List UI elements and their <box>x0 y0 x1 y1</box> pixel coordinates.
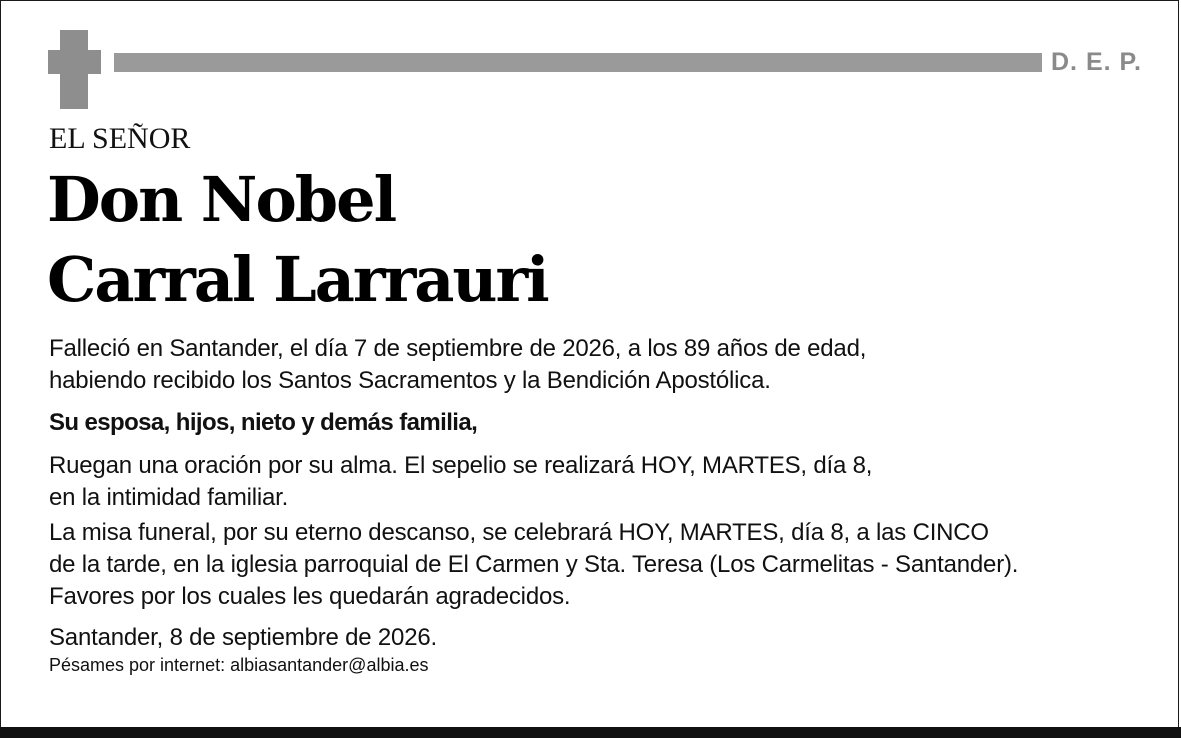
bottom-border-band <box>0 727 1181 738</box>
mass-line-1: La misa funeral, por su eterno descanso, se celebrará HOY, MARTES, día 8, a las CINCO <box>49 519 989 546</box>
mass-line-2: de la tarde, en la iglesia parroquial de El Carmen y Sta. Teresa (Los Carmelitas - Santander). <box>49 551 1019 578</box>
burial-line-2: en la intimidad familiar. <box>49 484 289 511</box>
place-date-line: Santander, 8 de septiembre de 2026. <box>49 624 437 651</box>
deceased-name-line-2: Carral Larrauri <box>47 243 548 316</box>
death-notice-line-1: Falleció en Santander, el día 7 de septiembre de 2026, a los 89 años de edad, <box>49 335 867 362</box>
family-line: Su esposa, hijos, nieto y demás familia, <box>49 409 478 436</box>
mass-line-3: Favores por los cuales les quedarán agradecidos. <box>49 583 571 610</box>
deceased-name-line-1: Don Nobel <box>47 163 396 236</box>
condolences-line: Pésames por internet: albiasantander@albia.es <box>49 655 429 675</box>
header-divider-bar <box>114 53 1042 72</box>
dep-label: D. E. P. <box>1051 48 1142 76</box>
cross-icon-arm <box>48 50 101 74</box>
burial-line-1: Ruegan una oración por su alma. El sepelio se realizará HOY, MARTES, día 8, <box>49 452 873 479</box>
death-notice-line-2: habiendo recibido los Santos Sacramentos y la Bendición Apostólica. <box>49 367 771 394</box>
honorific-label: EL SEÑOR <box>49 122 191 155</box>
